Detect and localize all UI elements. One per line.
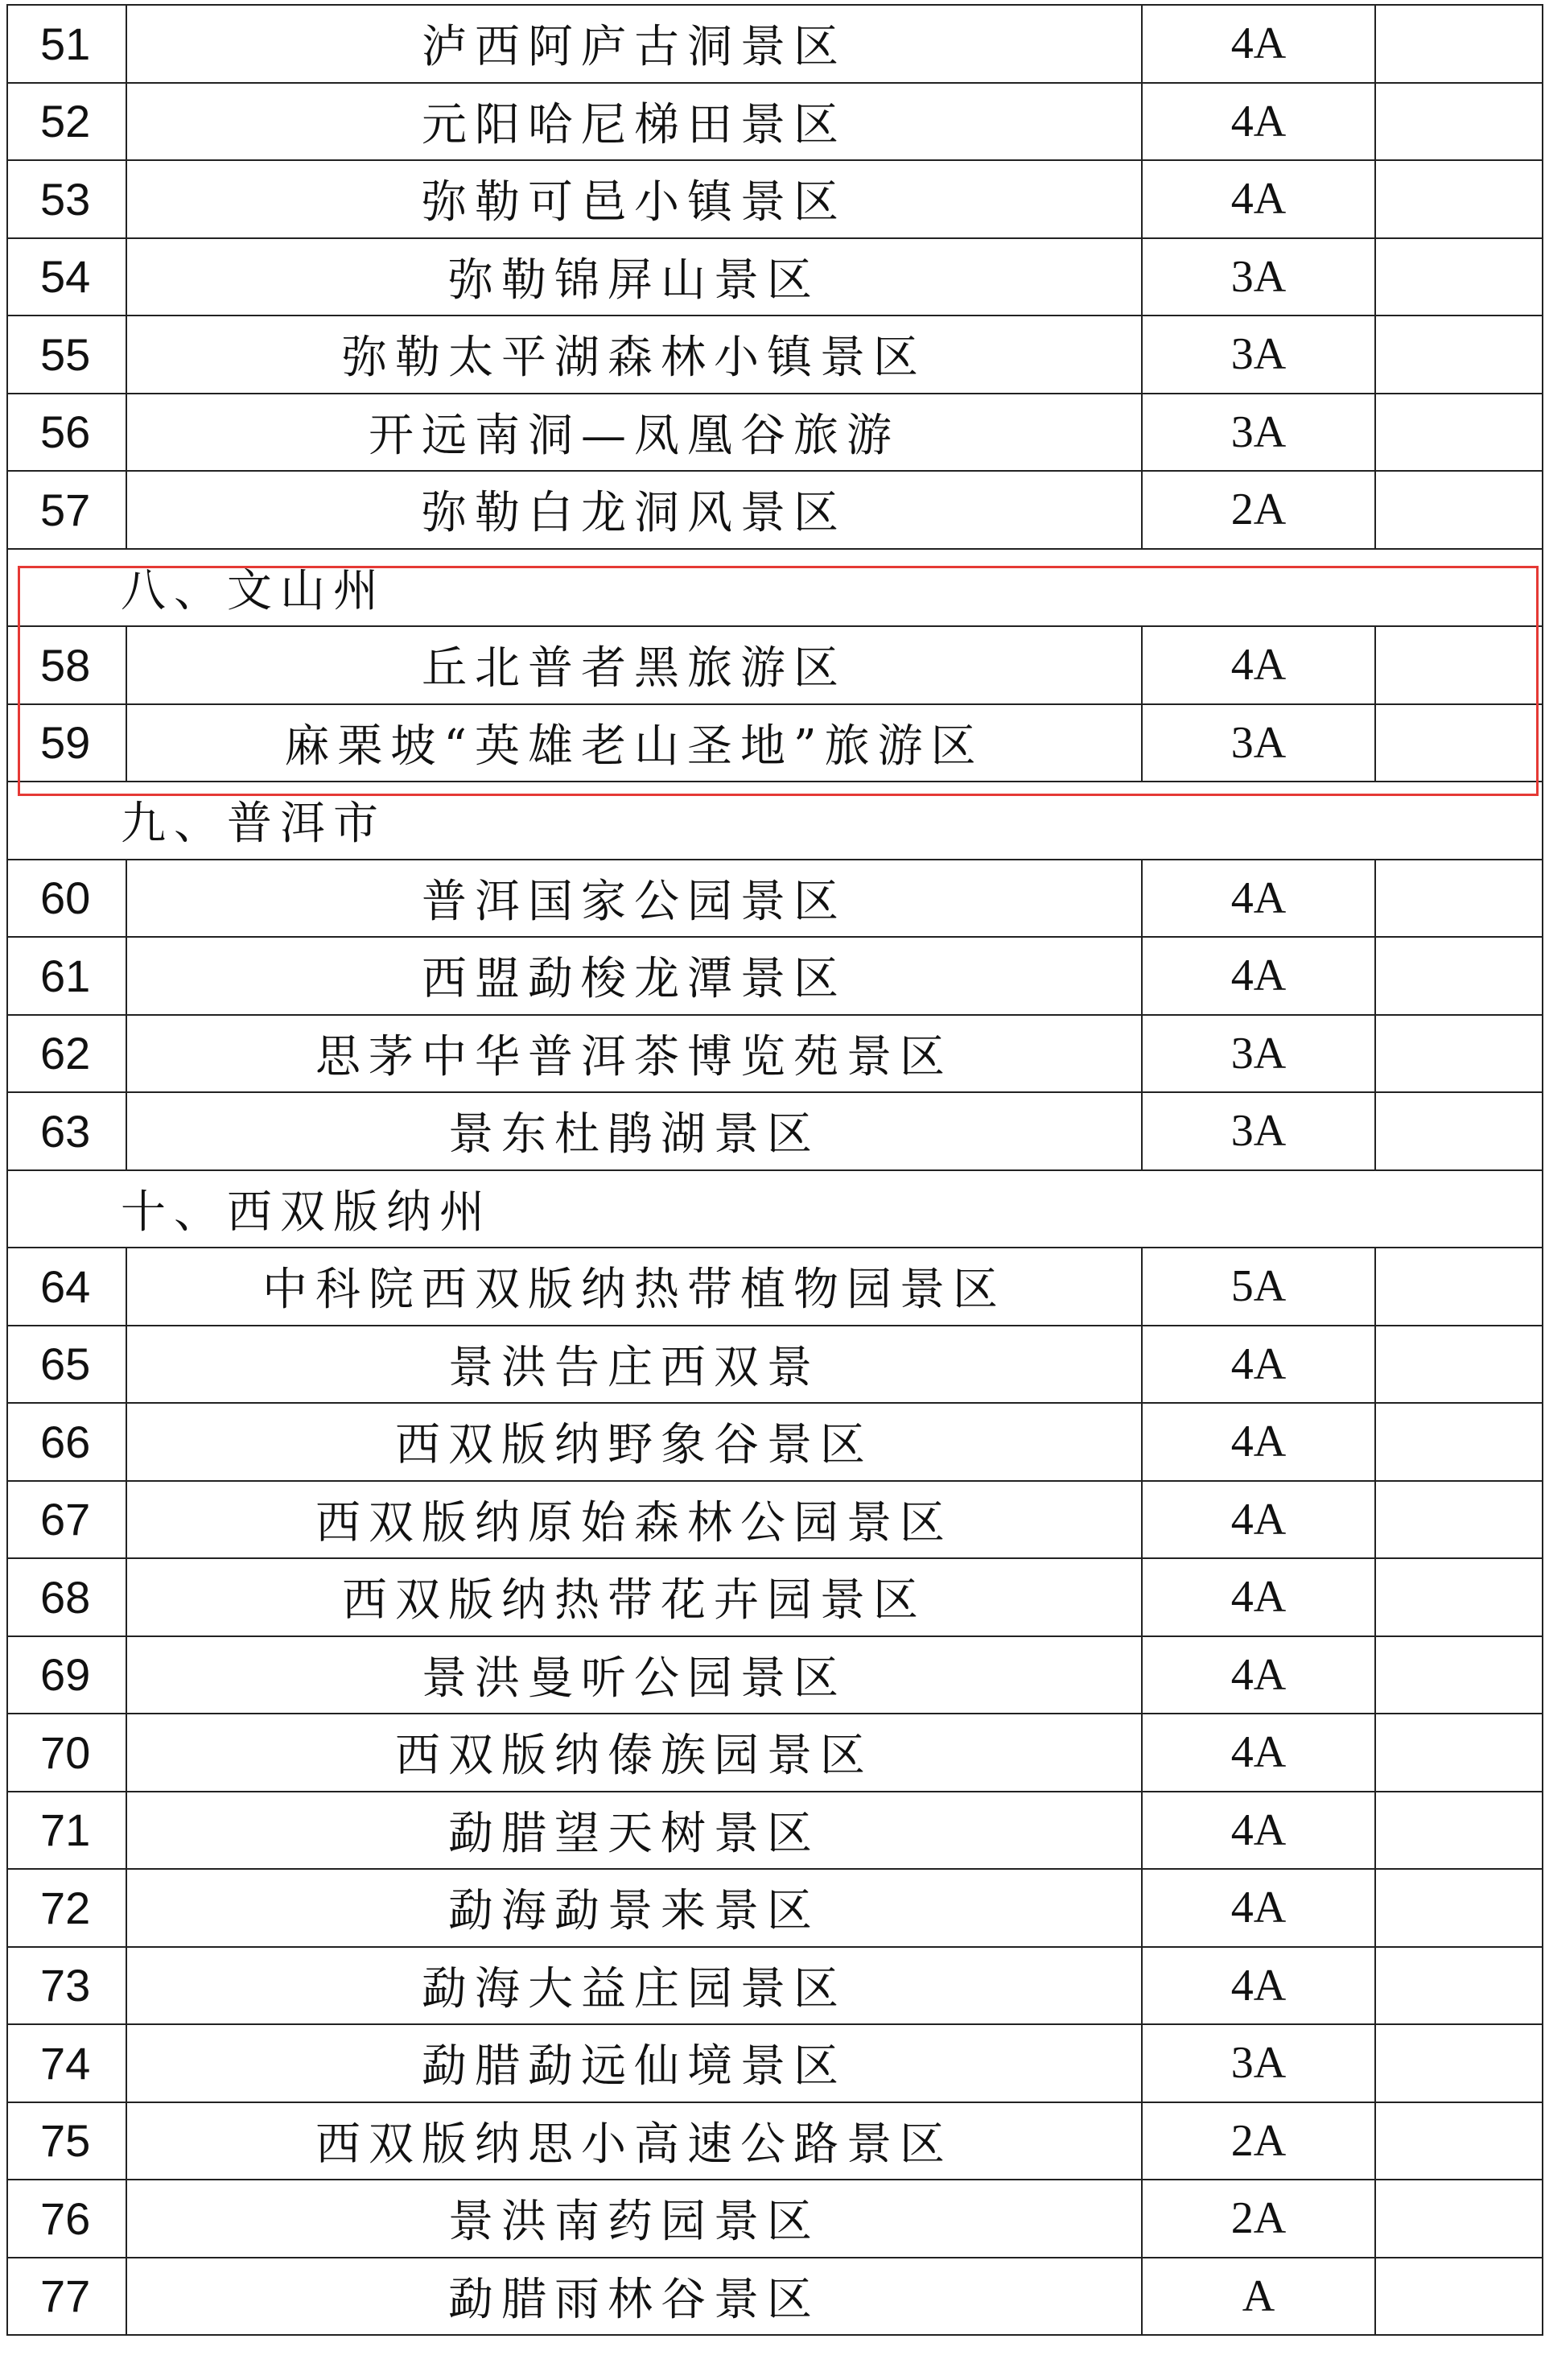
scenic-area-name: 弥勒白龙洞风景区	[126, 471, 1142, 549]
empty-cell	[1375, 394, 1543, 472]
scenic-area-name: 西双版纳野象谷景区	[126, 1403, 1142, 1481]
table-row	[7, 1714, 1543, 1792]
row-number: 74	[7, 2024, 126, 2102]
scenic-area-level: 4A	[1142, 626, 1375, 704]
row-number: 51	[7, 5, 126, 83]
scenic-area-name: 普洱国家公园景区	[126, 860, 1142, 938]
row-number: 62	[7, 1015, 126, 1093]
row-number: 59	[7, 704, 126, 782]
row-number: 64	[7, 1248, 126, 1326]
table-row	[7, 937, 1543, 1015]
scenic-area-level: 3A	[1142, 394, 1375, 472]
scenic-area-name: 中科院西双版纳热带植物园景区	[126, 1248, 1142, 1326]
empty-cell	[1375, 2102, 1543, 2180]
row-number: 70	[7, 1714, 126, 1792]
scenic-area-level: 4A	[1142, 1481, 1375, 1559]
scenic-area-name: 西双版纳傣族园景区	[126, 1714, 1142, 1792]
empty-cell	[1375, 1558, 1543, 1636]
empty-cell	[1375, 316, 1543, 394]
scenic-area-name: 西双版纳思小高速公路景区	[126, 2102, 1142, 2180]
row-number: 67	[7, 1481, 126, 1559]
empty-cell	[1375, 1481, 1543, 1559]
scenic-area-level: 2A	[1142, 2180, 1375, 2258]
scenic-area-level: 3A	[1142, 238, 1375, 316]
scenic-area-level: 4A	[1142, 1792, 1375, 1870]
row-number: 52	[7, 83, 126, 161]
scenic-area-level: 3A	[1142, 704, 1375, 782]
empty-cell	[1375, 471, 1543, 549]
scenic-area-name: 西双版纳热带花卉园景区	[126, 1558, 1142, 1636]
table-row	[7, 394, 1543, 472]
table-row	[7, 1092, 1543, 1170]
row-number: 72	[7, 1869, 126, 1947]
scenic-area-table	[6, 4, 1543, 2336]
empty-cell	[1375, 238, 1543, 316]
table-row	[7, 2102, 1543, 2180]
scenic-area-name: 开远南洞—凤凰谷旅游	[126, 394, 1142, 472]
scenic-area-name: 勐海勐景来景区	[126, 1869, 1142, 1947]
table-row	[7, 860, 1543, 938]
table-row	[7, 1481, 1543, 1559]
empty-cell	[1375, 1326, 1543, 1404]
row-number: 68	[7, 1558, 126, 1636]
table-row	[7, 1248, 1543, 1326]
row-number: 73	[7, 1947, 126, 2025]
section-row	[7, 1170, 1543, 1248]
scenic-area-level: 4A	[1142, 83, 1375, 161]
scenic-area-name: 元阳哈尼梯田景区	[126, 83, 1142, 161]
empty-cell	[1375, 1869, 1543, 1947]
row-number: 56	[7, 394, 126, 472]
scenic-area-name: 勐腊勐远仙境景区	[126, 2024, 1142, 2102]
table-row	[7, 1947, 1543, 2025]
table-row	[7, 83, 1543, 161]
row-number: 58	[7, 626, 126, 704]
scenic-area-level: A	[1142, 2258, 1375, 2336]
row-number: 60	[7, 860, 126, 938]
scenic-area-name: 西双版纳原始森林公园景区	[126, 1481, 1142, 1559]
scenic-area-name: 弥勒锦屏山景区	[126, 238, 1142, 316]
scenic-area-name: 西盟勐梭龙潭景区	[126, 937, 1142, 1015]
scenic-area-name: 景洪曼听公园景区	[126, 1636, 1142, 1714]
row-number: 57	[7, 471, 126, 549]
scenic-area-level: 4A	[1142, 1714, 1375, 1792]
table-row	[7, 1636, 1543, 1714]
scenic-area-name: 景东杜鹃湖景区	[126, 1092, 1142, 1170]
row-number: 71	[7, 1792, 126, 1870]
table-row	[7, 626, 1543, 704]
table-row	[7, 160, 1543, 238]
table-row	[7, 1792, 1543, 1870]
row-number: 63	[7, 1092, 126, 1170]
empty-cell	[1375, 160, 1543, 238]
scenic-area-level: 5A	[1142, 1248, 1375, 1326]
scenic-area-name: 勐海大益庄园景区	[126, 1947, 1142, 2025]
scenic-area-name: 麻栗坡“英雄老山圣地”旅游区	[126, 704, 1142, 782]
scenic-area-level: 4A	[1142, 160, 1375, 238]
scenic-area-level: 3A	[1142, 316, 1375, 394]
empty-cell	[1375, 1792, 1543, 1870]
scenic-area-name: 弥勒太平湖森林小镇景区	[126, 316, 1142, 394]
scenic-area-level: 3A	[1142, 1092, 1375, 1170]
empty-cell	[1375, 1403, 1543, 1481]
empty-cell	[1375, 937, 1543, 1015]
empty-cell	[1375, 2258, 1543, 2336]
empty-cell	[1375, 5, 1543, 83]
table-row	[7, 238, 1543, 316]
row-number: 54	[7, 238, 126, 316]
scenic-area-name: 景洪南药园景区	[126, 2180, 1142, 2258]
scenic-area-name: 景洪告庄西双景	[126, 1326, 1142, 1404]
row-number: 53	[7, 160, 126, 238]
table-row	[7, 316, 1543, 394]
table-row	[7, 1403, 1543, 1481]
scenic-area-level: 4A	[1142, 1326, 1375, 1404]
scenic-area-level: 4A	[1142, 1869, 1375, 1947]
scenic-area-table-body	[7, 5, 1543, 2335]
section-title: 九、普洱市	[7, 782, 1543, 860]
scenic-area-name: 勐腊雨林谷景区	[126, 2258, 1142, 2336]
row-number: 65	[7, 1326, 126, 1404]
row-number: 66	[7, 1403, 126, 1481]
section-row	[7, 549, 1543, 627]
row-number: 55	[7, 316, 126, 394]
scenic-area-level: 4A	[1142, 937, 1375, 1015]
table-row	[7, 704, 1543, 782]
scenic-area-level: 2A	[1142, 471, 1375, 549]
scenic-area-name: 丘北普者黑旅游区	[126, 626, 1142, 704]
table-row	[7, 1015, 1543, 1093]
scenic-area-name: 勐腊望天树景区	[126, 1792, 1142, 1870]
empty-cell	[1375, 1015, 1543, 1093]
scenic-area-level: 4A	[1142, 5, 1375, 83]
empty-cell	[1375, 626, 1543, 704]
empty-cell	[1375, 704, 1543, 782]
scenic-area-level: 4A	[1142, 1403, 1375, 1481]
empty-cell	[1375, 1947, 1543, 2025]
section-title: 十、西双版纳州	[7, 1170, 1543, 1248]
row-number: 77	[7, 2258, 126, 2336]
scenic-area-name: 泸西阿庐古洞景区	[126, 5, 1142, 83]
empty-cell	[1375, 2180, 1543, 2258]
section-title: 八、文山州	[7, 549, 1543, 627]
scenic-area-level: 4A	[1142, 860, 1375, 938]
empty-cell	[1375, 1714, 1543, 1792]
scenic-area-level: 4A	[1142, 1558, 1375, 1636]
row-number: 61	[7, 937, 126, 1015]
empty-cell	[1375, 1248, 1543, 1326]
scenic-area-level: 3A	[1142, 1015, 1375, 1093]
scenic-area-name: 弥勒可邑小镇景区	[126, 160, 1142, 238]
scenic-area-level: 2A	[1142, 2102, 1375, 2180]
scenic-area-level: 4A	[1142, 1636, 1375, 1714]
row-number: 76	[7, 2180, 126, 2258]
table-row	[7, 471, 1543, 549]
table-row	[7, 1558, 1543, 1636]
scenic-area-name: 思茅中华普洱茶博览苑景区	[126, 1015, 1142, 1093]
table-row	[7, 5, 1543, 83]
empty-cell	[1375, 1092, 1543, 1170]
scenic-area-level: 4A	[1142, 1947, 1375, 2025]
table-row	[7, 2024, 1543, 2102]
scenic-area-level: 3A	[1142, 2024, 1375, 2102]
row-number: 75	[7, 2102, 126, 2180]
section-row	[7, 782, 1543, 860]
table-row	[7, 1326, 1543, 1404]
empty-cell	[1375, 860, 1543, 938]
empty-cell	[1375, 2024, 1543, 2102]
table-row	[7, 2258, 1543, 2336]
table-row	[7, 2180, 1543, 2258]
empty-cell	[1375, 1636, 1543, 1714]
table-row	[7, 1869, 1543, 1947]
empty-cell	[1375, 83, 1543, 161]
row-number: 69	[7, 1636, 126, 1714]
